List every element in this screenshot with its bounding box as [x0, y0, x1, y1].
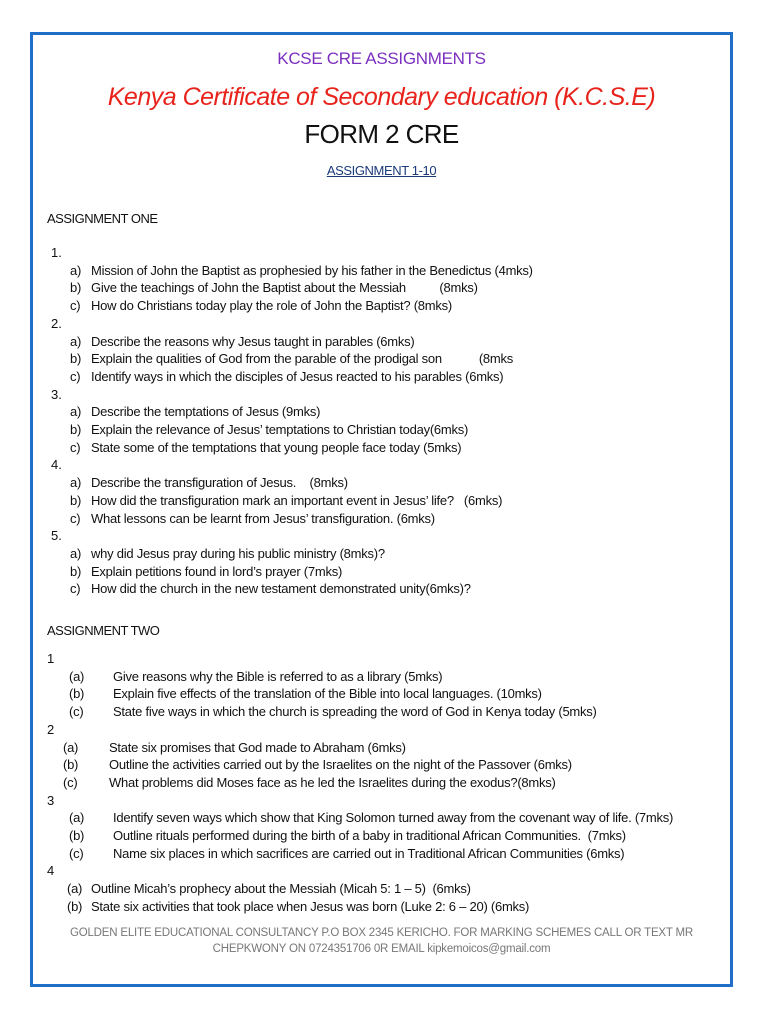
question-part-text: Give the teachings of John the Baptist about the Messiah (8mks) [91, 280, 478, 296]
question-part-text: State six promises that God made to Abraham (6mks) [109, 739, 406, 755]
question-part-label: c) [70, 368, 81, 384]
question-part-text: How did the church in the new testament demonstrated unity(6mks)? [91, 581, 471, 597]
question-part-text: Name six places in which sacrifices are carried out in Traditional African Communities (6mks) [113, 845, 625, 861]
question-part-label: b) [70, 563, 82, 579]
question-number: 2. [51, 315, 62, 331]
question-part-label: (c) [69, 845, 84, 861]
question-part-text: State some of the temptations that young people face today (5mks) [91, 439, 462, 455]
question-number: 5. [51, 528, 62, 544]
question-number: 3. [51, 386, 62, 402]
form-title: FORM 2 CRE [304, 119, 459, 149]
question-part-text: How do Christians today play the role of John the Baptist? (8mks) [91, 298, 452, 314]
question-part-label: (a) [63, 739, 79, 755]
question-part-text: Describe the temptations of Jesus (9mks) [91, 404, 321, 420]
question-part-text: Describe the transfiguration of Jesus. (8mks) [91, 475, 348, 491]
question-part-label: c) [70, 581, 81, 597]
question-part-text: Describe the reasons why Jesus taught in parables (6mks) [91, 333, 415, 349]
question-part-label: c) [70, 298, 81, 314]
question-part-text: State six activities that took place when Jesus was born (Luke 2: 6 – 20) (6mks) [91, 898, 530, 914]
question-part-label: b) [70, 422, 82, 437]
assignment-one-title: ASSIGNMENT ONE [47, 211, 158, 226]
question-part-label: b) [70, 492, 82, 508]
footer-line-1: GOLDEN ELITE EDUCATIONAL CONSULTANCY P.O BOX 2345 KERICHO. FOR MARKING SCHEMES CALL OR TEXT MR [69, 927, 693, 939]
question-part-label: c) [70, 510, 81, 526]
question-part-label: (a) [67, 881, 83, 897]
question-part-label: a) [70, 545, 82, 561]
question-number: 4. [51, 457, 62, 473]
footer-line-2: CHEPKWONY ON 0724351706 0R EMAIL kipkemoicos@gmail.com [212, 943, 551, 955]
question-part-label: (c) [63, 774, 78, 790]
document-heading: KCSE CRE ASSIGNMENTS [277, 49, 486, 68]
question-number: 1. [51, 245, 62, 260]
question-number: 1 [47, 651, 55, 666]
question-part-text: Explain the relevance of Jesus’ temptations to Christian today(6mks) [91, 422, 469, 437]
question-part-label: (b) [69, 686, 85, 702]
question-part-text: Identify seven ways which show that King Solomon turned away from the covenant way of life. (7mks) [113, 810, 674, 826]
page-border-frame [30, 32, 733, 987]
question-part-text: Outline the activities carried out by the Israelites on the night of the Passover (6mks) [109, 757, 572, 773]
exam-title: Kenya Certificate of Secondary education (K.C.S.E) [107, 83, 656, 111]
footer-contact [33, 925, 730, 957]
question-number: 2 [47, 721, 55, 737]
question-part-text: Identify ways in which the disciples of Jesus reacted to his parables (6mks) [91, 368, 504, 384]
question-part-label: a) [70, 475, 82, 491]
question-part-label: b) [70, 351, 82, 367]
question-part-label: (b) [69, 828, 85, 843]
assignment-two-title: ASSIGNMENT TWO [47, 623, 160, 638]
question-part-label: a) [70, 262, 82, 278]
question-part-text: Explain the qualities of God from the parable of the prodigal son (8mks [91, 351, 513, 367]
question-part-label: (a) [69, 810, 85, 826]
question-part-label: (b) [67, 898, 83, 914]
question-part-text: How did the transfiguration mark an important event in Jesus’ life? (6mks) [91, 492, 503, 508]
question-part-text: Outline Micah’s prophecy about the Messiah (Micah 5: 1 – 5) (6mks) [91, 881, 471, 897]
question-part-text: Mission of John the Baptist as prophesied by his father in the Benedictus (4mks) [91, 262, 533, 278]
question-number: 4 [47, 863, 55, 879]
question-part-text: Outline rituals performed during the birth of a baby in traditional African Communities. (7mks) [113, 828, 626, 843]
question-part-label: (c) [69, 704, 84, 720]
question-part-text: why did Jesus pray during his public ministry (8mks)? [91, 545, 385, 561]
question-number: 3 [47, 792, 55, 808]
question-part-label: (a) [69, 668, 85, 684]
question-part-label: a) [70, 333, 82, 349]
question-part-text: What problems did Moses face as he led the Israelites during the exodus?(8mks) [109, 774, 556, 790]
question-part-label: (b) [63, 757, 79, 773]
assignment-range: ASSIGNMENT 1-10 [326, 163, 437, 178]
question-part-label: c) [70, 439, 81, 455]
question-part-text: What lessons can be learnt from Jesus’ transfiguration. (6mks) [91, 510, 435, 526]
question-part-text: Give reasons why the Bible is referred to as a library (5mks) [113, 668, 443, 684]
question-part-text: State five ways in which the church is spreading the word of God in Kenya today (5mks) [113, 704, 597, 720]
question-part-text: Explain petitions found in lord’s prayer (7mks) [91, 563, 343, 579]
question-part-label: b) [70, 280, 82, 296]
question-part-text: Explain five effects of the translation of the Bible into local languages. (10mks) [113, 686, 542, 702]
question-part-label: a) [70, 404, 82, 420]
